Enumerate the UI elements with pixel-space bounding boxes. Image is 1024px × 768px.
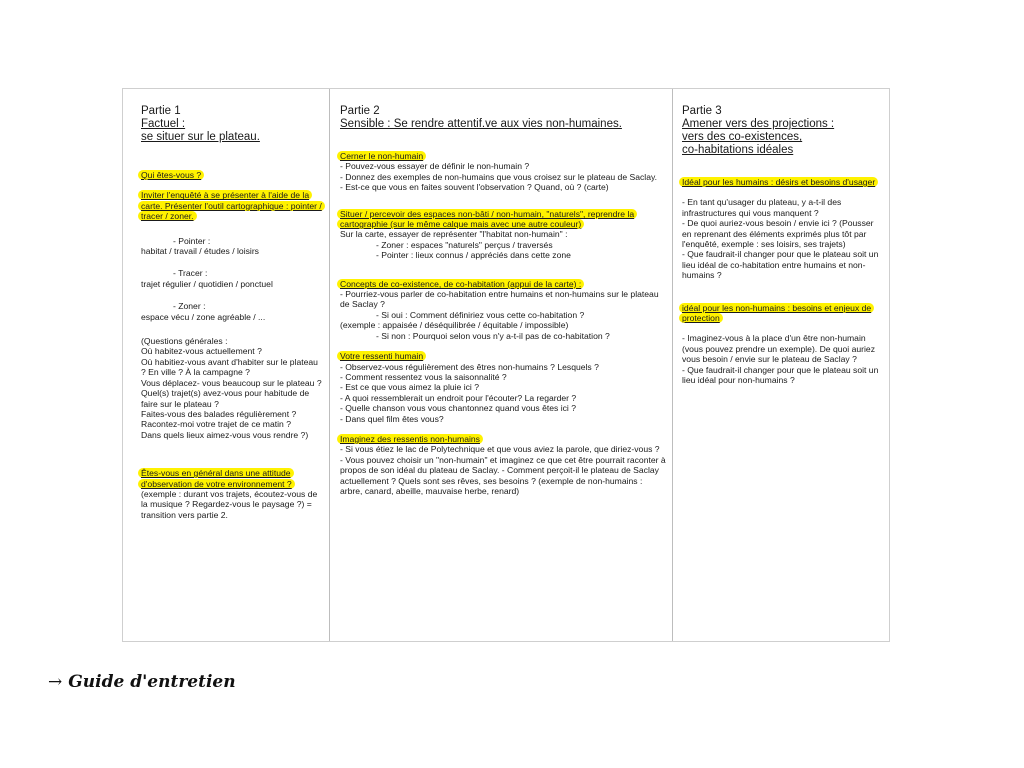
question-line: - Si vous étiez le lac de Polytechnique et que vous aviez la parole, que diriez-vous ? (340, 444, 660, 455)
part-1-title: Partie 1 (141, 105, 181, 117)
arrow-right-icon: → (48, 672, 63, 692)
example-line: (exemple : appaisée / déséquilibrée / équitable / impossible) (340, 320, 569, 331)
column-partie-3 (672, 89, 891, 641)
question-line: - Observez-vous régulièrement des êtres non-humains ? Lesquels ? (340, 361, 599, 372)
question-line: - Que faudrait-il changer pour que le plateau soit un lieu idéal de co-habitation entre humains et non-humains ? (682, 249, 881, 281)
pointer-label: - Pointer : (173, 235, 211, 246)
question-line: Quel(s) trajet(s) avez-vous pour habitude de faire sur le plateau ? (141, 388, 312, 409)
question-line: - Donnez des exemples de non-humains que vous croisez sur le plateau de Saclay. (340, 171, 658, 182)
heading-ressenti-humain: Votre ressenti humain (337, 351, 426, 361)
question-line: - Pourriez-vous parler de co-habitation entre humains et non-humains sur le plateau de Saclay ? (340, 289, 662, 310)
question-line: - Vous pouvez choisir un "non-humain" et imaginez ce que cet être pourrait raconter à propos de son idéal du plateau de Saclay. - Comment perçoit-il le plateau de Saclay actuellement ? Quels sont ses rêves, ses besoins ? (exemple de non-humains : arbre, canard, abeille, mauvaise herbe, renard) (340, 454, 669, 496)
heading-cerner-non-humain: Cerner le non-humain (337, 151, 426, 161)
question-line: (Questions générales : (141, 336, 228, 347)
heading-ressentis-non-humains: Imaginez des ressentis non-humains (337, 434, 483, 444)
part-3-subtitle-line: Amener vers des projections : (682, 118, 835, 130)
heading-ideal-humains: Idéal pour les humains : désirs et besoins d'usager (679, 177, 878, 187)
heading-qui-etes-vous: Qui êtes-vous ? (138, 170, 204, 180)
question-line: - Imaginez-vous à la place d'un être non-humain (vous pouvez prendre un exemple). De quoi auriez vous besoin / envie sur le plateau de Saclay ? (682, 333, 878, 365)
question-line: - Pouvez-vous essayer de définir le non-humain ? (340, 161, 530, 172)
part-1-subtitle-line: Factuel : (141, 118, 186, 130)
map-item: - Zoner : espaces "naturels" perçus / traversés (376, 239, 553, 250)
tracer-values: trajet régulier / quotidien / ponctuel (141, 278, 273, 289)
heading-situer-percevoir: Situer / percevoir des espaces non-bâti / non-humain, "naturels", reprendre la cartographie (sur le même calque mais avec une autre couleur) (337, 209, 637, 229)
zoner-values: espace vécu / zone agréable / ... (141, 311, 266, 322)
question-line: Où habitez-vous actuellement ? (141, 346, 262, 357)
zoner-label: - Zoner : (173, 301, 206, 312)
column-partie-1 (123, 89, 329, 641)
part-1-subtitle-line: se situer sur le plateau. (141, 131, 260, 143)
question-line: - Si non : Pourquoi selon vous n'y a-t-il pas de co-habitation ? (376, 330, 610, 341)
question-line: - Comment ressentez vous la saisonnalité ? (340, 371, 507, 382)
heading-ideal-non-humains: idéal pour les non-humains : besoins et enjeux de protection (679, 303, 874, 323)
part-2-title: Partie 2 (340, 105, 380, 117)
heading-etes-vous-observation: Êtes-vous en général dans une attitude d'observation de votre environnement ? (138, 468, 295, 488)
heading-inviter-enquete: Inviter l'enquêté à se présenter à l'aide de la carte. Présenter l'outil cartographique : pointer / tracer / zoner. (138, 190, 325, 221)
question-line: Dans quels lieux aimez-vous vous rendre ?) (141, 429, 309, 440)
question-line: - En tant qu'usager du plateau, y a-t-il des infrastructures qui vous manquent ? (682, 197, 844, 218)
heading-concepts-coexistence: Concepts de co-existence, de co-habitation (appui de la carte) : (337, 279, 584, 289)
observation-examples: (exemple : durant vos trajets, écoutez-vous de la musique ? Regardez-vous le paysage ?) = transition vers partie 2. (141, 488, 318, 520)
question-line: Où habitiez-vous avant d'habiter sur le plateau ? En ville ? À la campagne ? (141, 356, 321, 378)
part-3-subtitle (682, 118, 883, 157)
caption-text: Guide d'entretien (68, 672, 236, 692)
question-line: - Est-ce que vous en faites souvent l'observation ? Quand, où ? (carte) (340, 182, 609, 193)
part-1-subtitle (141, 118, 323, 144)
part-2-subtitle: Sensible : Se rendre attentif.ve aux vies non-humaines. (340, 118, 622, 130)
pointer-values: habitat / travail / études / loisirs (141, 246, 259, 257)
question-line: Faites-vous des balades régulièrement ? Racontez-moi votre trajet de ce matin ? (141, 408, 299, 430)
question-line: Vous déplacez- vous beaucoup sur le plateau ? (141, 377, 322, 388)
column-partie-2 (329, 89, 672, 641)
question-line: - Est ce que vous aimez la pluie ici ? (340, 382, 479, 393)
question-line: - De quoi auriez-vous besoin / envie ici ? (Pousser en reprenant des éléments exprimés plus tôt par l'enquêté, exemple : ses loisirs, ses trajets) (682, 218, 876, 250)
map-item: - Pointer : lieux connus / appréciés dans cette zone (376, 250, 571, 261)
general-questions (141, 336, 323, 440)
caption-guide-entretien (48, 672, 236, 692)
document-sheet (122, 88, 890, 642)
part-3-subtitle-line: co-habitations idéales (682, 144, 794, 156)
observation-question (141, 468, 323, 520)
part-3-title: Partie 3 (682, 105, 722, 117)
question-line: - A quoi ressemblerait un endroit pour l'écouter? La regarder ? (340, 392, 577, 403)
question-line: - Dans quel film êtes vous? (340, 413, 444, 424)
question-line: - Que faudrait-il changer pour que le plateau soit un lieu idéal pour non-humains ? (682, 364, 881, 386)
question-line: - Si oui : Comment définiriez vous cette co-habitation ? (376, 309, 585, 320)
question-line: - Quelle chanson vous vous chantonnez quand vous êtes ici ? (340, 403, 577, 414)
map-instruction: Sur la carte, essayer de représenter "l'habitat non-humain" : (340, 229, 568, 240)
tracer-label: - Tracer : (173, 268, 208, 279)
part-3-subtitle-line: vers des co-existences, (682, 131, 803, 143)
